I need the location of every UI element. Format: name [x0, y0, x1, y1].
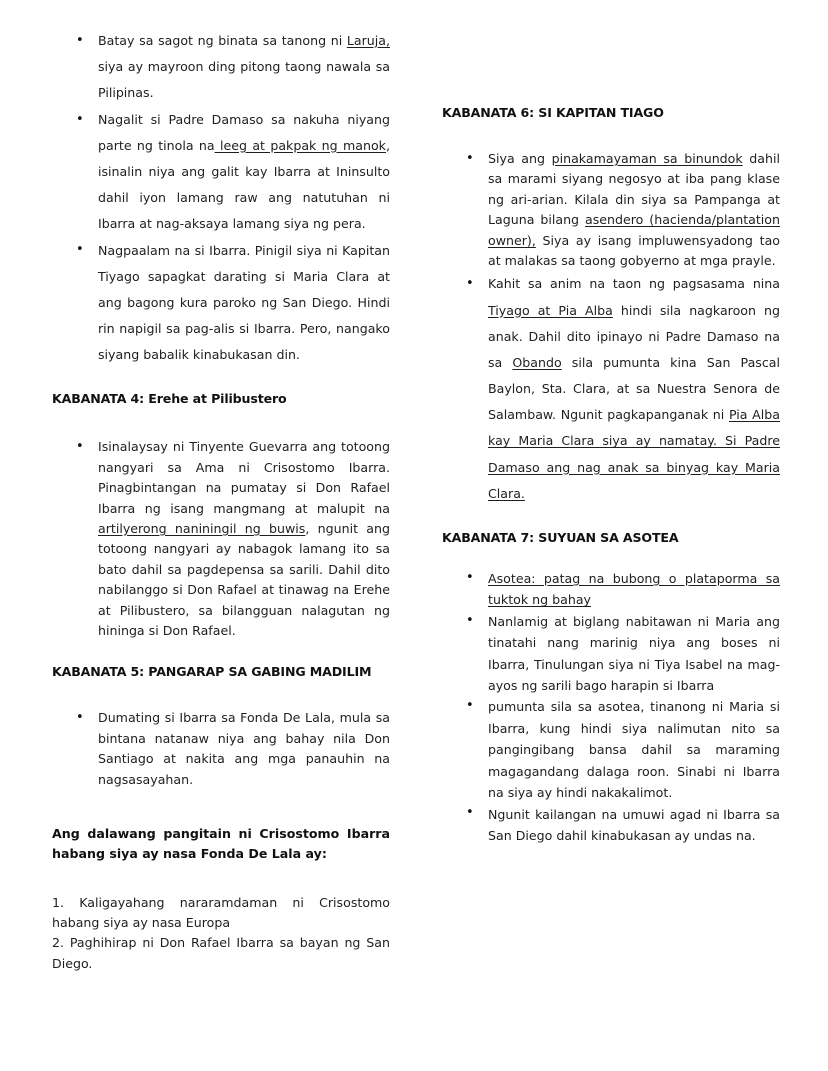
- heading-kabanata-4: KABANATA 4: Erehe at Pilibustero: [52, 391, 287, 407]
- body-text: Nagpaalam na si Ibarra. Pinigil siya ni Kapitan Tiyago sapagkat darating si Maria Clara at ang bagong kura paroko ng San Diego. Hindi rin napigil sa pag-alis si Ibarra. Pero, nangako siyang babalik kinabukasan din.: [98, 242, 390, 363]
- list-item: [442, 804, 780, 847]
- underlined-text: Pia Alba kay Maria Clara siya ay namatay. Si Padre Damaso ang nag anak sa binyag kay Maria Clara.: [488, 407, 780, 501]
- list-item: [442, 568, 780, 611]
- list-item: [442, 611, 780, 697]
- underlined-text: leeg at pakpak ng manok: [214, 137, 386, 153]
- underlined-text: pinakamayaman sa binundok: [551, 151, 743, 166]
- list-item: [442, 271, 780, 507]
- list-item: [52, 28, 390, 107]
- list-item: [442, 696, 780, 803]
- underlined-text: Obando: [512, 354, 562, 370]
- numbered-item: 1. Kaligayahang nararamdaman ni Crisostomo habang siya ay nasa Europa: [52, 894, 390, 931]
- body-text: siya ay mayroon ding pitong taong nawala sa Pilipinas.: [98, 59, 390, 101]
- right-column: [442, 0, 780, 846]
- kabanata-6-bullet-list-first: [442, 149, 780, 271]
- kabanata-5-bullet-list: [52, 708, 390, 790]
- body-text: Siya ang: [488, 151, 552, 166]
- list-item: [52, 238, 390, 369]
- body-text: Nanlamig at biglang nabitawan ni Maria ang tinatahi nang marinig niya ang boses ni Ibarra, Tinulungan siya ni Tiya Isabel na mag-ayos ng sarili bago harapin si Ibarra: [488, 613, 780, 694]
- underlined-text: asendero (hacienda/plantation owner),: [488, 212, 780, 248]
- underlined-text: Laruja,: [346, 33, 390, 48]
- body-text: Nagalit si Padre Damaso sa nakuha niyang parte ng tinola na: [98, 111, 390, 153]
- body-text: Batay sa sagot ng binata sa tanong ni: [98, 33, 347, 48]
- left-column: [52, 0, 390, 974]
- body-text: Dumating si Ibarra sa Fonda De Lala, mula sa bintana natanaw niya ang bahay nila Don Santiago at nakita ang mga panauhin na nagsasayahan.: [98, 710, 390, 787]
- kabanata-7-bullet-list: [442, 568, 780, 846]
- heading-kabanata-5: KABANATA 5: PANGARAP SA GABING MADILIM: [52, 664, 372, 680]
- underlined-text: artilyerong naniningil ng buwis: [98, 521, 306, 536]
- body-text: Siya ay isang impluwensyadong tao at malakas sa taong gobyerno at mga prayle.: [488, 232, 780, 268]
- body-text: hindi sila nagkaroon ng anak. Dahil dito ipinayo ni Padre Damaso na sa: [488, 302, 780, 370]
- kabanata-4-bullet-list: [52, 437, 390, 641]
- body-text: Kahit sa anim na taon ng pagsasama nina: [488, 276, 780, 292]
- underlined-text: Tiyago at Pia Alba: [488, 302, 613, 318]
- body-text: sila pumunta kina San Pascal Baylon, Sta. Clara, at sa Nuestra Senora de Salambaw. Ngunit pagkapanganak ni: [488, 354, 780, 423]
- list-item: [52, 708, 390, 790]
- intro-bullet-list: [52, 28, 390, 368]
- list-item: [442, 149, 780, 271]
- body-text: , ngunit ang totoong nangyari ay nabagok lamang ito sa bato dahil sa pagdepensa sa sarili. Dahil dito nabilanggo si Don Rafael at tinawag na Erehe at Pilibustero, sa bilangguan nalagutan ng hininga si Don Rafael.: [98, 521, 390, 638]
- body-text: Ngunit kailangan na umuwi agad ni Ibarra sa San Diego dahil kinabukasan ay undas na.: [488, 806, 780, 843]
- numbered-item: 2. Paghihirap ni Don Rafael Ibarra sa bayan ng San Diego.: [52, 935, 390, 971]
- closing-numbered-list: [52, 893, 390, 975]
- kabanata-6-bullet-list-second: [442, 271, 780, 507]
- body-text: Isinalaysay ni Tinyente Guevarra ang totoong nangyari sa Ama ni Crisostomo Ibarra. Pinagbintangan na pumatay si Don Rafael Ibarra ng isang mangmang at malupit na: [98, 439, 390, 516]
- closing-bold-intro: Ang dalawang pangitain ni Crisostomo Ibarra habang siya ay nasa Fonda De Lala ay:: [52, 825, 390, 862]
- heading-kabanata-6: KABANATA 6: SI KAPITAN TIAGO: [442, 105, 664, 120]
- heading-kabanata-7: KABANATA 7: SUYUAN SA ASOTEA: [442, 530, 679, 546]
- underlined-text: Asotea: patag na bubong o plataporma sa tuktok ng bahay: [488, 571, 780, 608]
- body-text: pumunta sila sa asotea, tinanong ni Maria si Ibarra, kung hindi siya nalimutan nito sa pangingibang bansa dahil sa maraming magagandang dalaga roon. Sinabi ni Ibarra na siya ay hindi nakakalimot.: [488, 699, 780, 801]
- body-text: , isinalin niya ang galit kay Ibarra at Ininsulto dahil iyon lamang raw ang natutuhan ni Ibarra at nag-aksaya lamang siya ng pera.: [98, 137, 390, 232]
- body-text: dahil sa marami siyang negosyo at iba pang klase ng ari-arian. Kilala din siya sa Pampanga at Laguna bilang: [488, 151, 780, 228]
- list-item: [52, 107, 390, 238]
- list-item: [52, 437, 390, 641]
